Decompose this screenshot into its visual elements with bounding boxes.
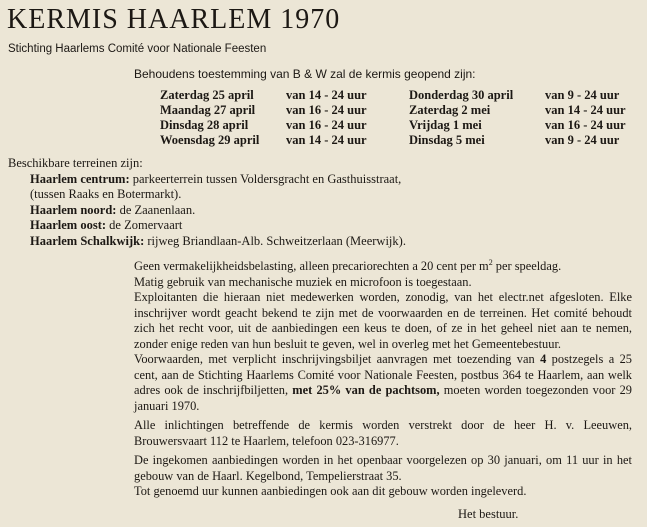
terrain-text: parkeerterrein tussen Voldersgracht en Gasthuisstraat, — [132, 172, 402, 186]
terrain-item — [30, 203, 195, 218]
terrains-heading: Beschikbare terreinen zijn: — [8, 156, 143, 170]
schedule-row — [160, 133, 390, 148]
schedule-day: Woensdag 29 april — [160, 133, 260, 147]
terrain-item — [30, 218, 182, 233]
schedule-left — [160, 88, 390, 148]
organizer-subtitle: Stichting Haarlems Comité voor Nationale Feesten — [8, 43, 267, 55]
schedule-time: van 16 - 24 uur — [286, 118, 367, 132]
reading-paragraph: De ingekomen aanbiedingen worden in het openbaar voorgelezen op 30 januari, om 11 uur in het gebouw van de Haarl. Kegelbond, Tempelierstraat 35. — [134, 453, 632, 483]
terrain-item — [30, 234, 406, 249]
schedule-row — [160, 118, 390, 133]
schedule-time: van 14 - 24 uur — [286, 133, 367, 147]
terrain-name: Haarlem centrum: — [30, 172, 130, 186]
music-paragraph: Matig gebruik van mechanische muziek en microfoon is toegestaan. — [134, 274, 472, 289]
schedule-day: Zaterdag 25 april — [160, 88, 254, 102]
terrain-name: Haarlem noord: — [30, 203, 117, 217]
schedule-day: Zaterdag 2 mei — [409, 103, 491, 117]
schedule-row — [409, 88, 634, 103]
terrain-text: (tussen Raaks en Botermarkt). — [30, 187, 182, 201]
schedule-day: Dinsdag 28 april — [160, 118, 249, 132]
information-paragraph: Alle inlichtingen betreffende de kermis worden verstrekt door de heer H. v. Leeuwen, Brouwersvaart 112 te Haarlem, telefoon 023-316977. — [134, 418, 632, 448]
terrain-item — [30, 187, 181, 202]
schedule-time: van 9 - 24 uur — [545, 88, 620, 102]
conditions-text — [134, 259, 632, 500]
schedule-time: van 16 - 24 uur — [286, 103, 367, 117]
exploitants-paragraph: Exploitanten die hieraan niet medewerken worden, zonodig, van het electr.net afgesloten. Elke inschrijver wordt geacht bekend te zijn met de voorwaarden en de terreinen. Het comité behoudt zich het recht voor, uit de aanbiedingen een keus te doen, of ze in het geheel niet aan te nemen, zonder enige reden van hun besluit te geven, wel in overleg met het Gemeentebestuur. — [134, 290, 632, 351]
schedule-time: van 16 - 24 uur — [545, 118, 626, 132]
intro-text: Behoudens toestemming van B & W zal de kermis geopend zijn: — [134, 67, 476, 81]
schedule-time: van 14 - 24 uur — [286, 88, 367, 102]
schedule-row — [409, 133, 634, 148]
schedule-row — [409, 118, 634, 133]
terrain-name: Haarlem oost: — [30, 218, 107, 232]
schedule-day: Donderdag 30 april — [409, 88, 514, 102]
conditions-paragraph: Voorwaarden, met verplicht inschrijvingsbiljet aanvragen met toezending van 4 postzegels a 25 cent, aan de Stichting Haarlems Comité voor Nationale Feesten, postbus 364 te Haarlem, aan welk adres ook de inschrijfbiljetten, met 25% van de pachtsom, moeten worden toegezonden voor 29 januari 1970. — [134, 352, 633, 413]
schedule-time: van 9 - 24 uur — [545, 133, 620, 147]
schedule-day: Vrijdag 1 mei — [409, 118, 482, 132]
signature: Het bestuur. — [458, 507, 519, 521]
terrain-item — [30, 172, 401, 187]
terrain-text: rijweg Briandlaan-Alb. Schweitzerlaan (Meerwijk). — [147, 234, 406, 248]
schedule-day: Dinsdag 5 mei — [409, 133, 485, 147]
terrain-text: de Zaanenlaan. — [119, 203, 196, 217]
schedule-row — [160, 88, 390, 103]
schedule-row — [160, 103, 390, 118]
terrain-name: Haarlem Schalkwijk: — [30, 234, 145, 248]
schedule-time: van 14 - 24 uur — [545, 103, 626, 117]
schedule-right — [409, 88, 634, 148]
tax-paragraph: Geen vermakelijkheidsbelasting, alleen precariorechten a 20 cent per $m^2$ per speeldag. — [134, 257, 562, 273]
delivery-paragraph: Tot genoemd uur kunnen aanbiedingen ook aan dit gebouw worden ingeleverd. — [134, 484, 527, 498]
schedule-day: Maandag 27 april — [160, 103, 256, 117]
page-title: KERMIS HAARLEM 1970 — [7, 4, 341, 35]
terrain-text: de Zomervaart — [109, 218, 183, 232]
schedule-row — [409, 103, 634, 118]
